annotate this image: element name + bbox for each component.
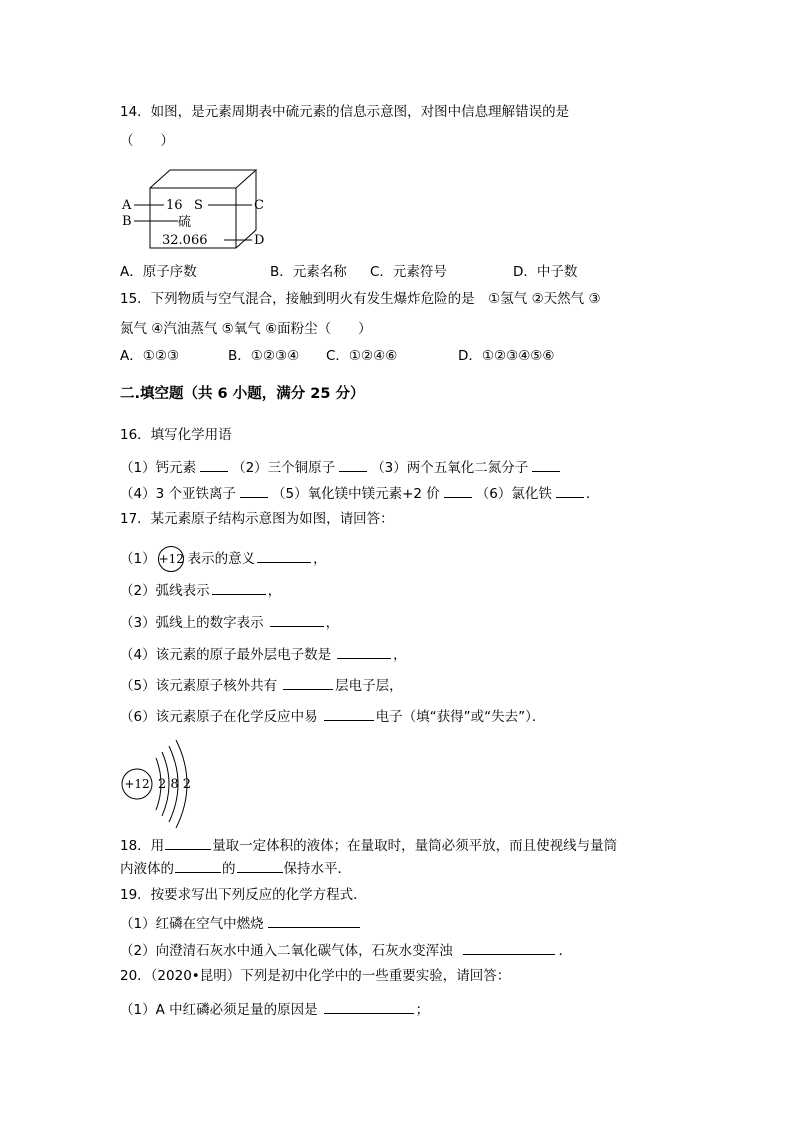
q17-part2-comma: ， xyxy=(267,583,282,599)
q16-blank4[interactable] xyxy=(240,484,268,498)
q20-part1-text: （1）A 中红磷必须足量的原因是 xyxy=(120,1002,318,1018)
q18-text-e: 保持水平． xyxy=(283,861,351,877)
q15-option-d[interactable]: D．①②③④⑤⑥ xyxy=(458,348,555,364)
q17-part2 xyxy=(120,581,281,600)
q17-part4 xyxy=(120,645,407,664)
nucleus-charge: +12 xyxy=(158,552,184,566)
q15-option-c[interactable]: C．①②④⑥ xyxy=(326,348,398,364)
q17-part6 xyxy=(120,707,545,726)
electron-shell-numbers: 2 8 2 xyxy=(158,777,192,792)
q18-text-a: 18．用 xyxy=(120,838,165,854)
atomic-structure-diagram xyxy=(118,736,208,830)
q17-part5 xyxy=(120,676,403,695)
q17-part5-text: （5）该元素原子核外共有 xyxy=(120,678,278,694)
q16-item4: （4）3 个亚铁离子 xyxy=(120,486,236,502)
q20-part1 xyxy=(120,1000,429,1019)
q17-part3-text: （3）弧线上的数字表示 xyxy=(120,615,264,631)
q17-blank3[interactable] xyxy=(270,613,324,627)
diagram-nucleus-charge: +12 xyxy=(124,777,150,791)
q17-part5-suffix: 层电子层， xyxy=(335,678,403,694)
q16-blank6[interactable] xyxy=(556,484,584,498)
q17-part3 xyxy=(120,613,339,632)
q17-blank5[interactable] xyxy=(283,676,333,690)
q17-blank2[interactable] xyxy=(212,581,266,595)
q19-part1 xyxy=(120,914,360,933)
q17-part3-comma: ， xyxy=(325,615,340,631)
q17-part1-comma: ， xyxy=(313,551,327,567)
q19-stem: 19．按要求写出下列反应的化学方程式． xyxy=(120,887,367,903)
q17-blank6[interactable] xyxy=(324,707,374,721)
label-d: D xyxy=(254,233,265,248)
q19-part2 xyxy=(120,941,572,960)
atomic-number: 16 xyxy=(166,198,183,213)
q16-period: ． xyxy=(585,486,600,502)
label-c: C xyxy=(254,198,264,213)
q18-line1 xyxy=(120,836,617,855)
section-title: 二.填空题（共 6 小题，满分 25 分） xyxy=(120,386,365,402)
q14-answer-paren: （ ） xyxy=(120,133,174,149)
q16-item6: （6）氯化铁 xyxy=(475,486,552,502)
q18-blank1[interactable] xyxy=(165,836,211,850)
q15-option-a[interactable]: A．①②③ xyxy=(120,348,180,364)
q15-options xyxy=(120,347,555,365)
q20-semicolon: ； xyxy=(415,1002,430,1018)
q16-stem: 16．填写化学用语 xyxy=(120,427,232,443)
q20-blank1[interactable] xyxy=(324,1000,414,1014)
q18-blank3[interactable] xyxy=(237,859,283,873)
q18-text-b: 量取一定体积的液体；在量取时，量筒必须平放，而且使视线与量筒 xyxy=(212,838,618,854)
q17-part4-text: （4）该元素的原子最外层电子数是 xyxy=(120,647,332,663)
q20-stem: 20．（2020•昆明）下列是初中化学中的一些重要实验，请回答： xyxy=(120,968,511,984)
q17-part6-text: （6）该元素原子在化学反应中易 xyxy=(120,709,318,725)
q14-option-d[interactable]: D．中子数 xyxy=(513,264,578,280)
q17-stem: 17．某元素原子结构示意图为如图，请回答： xyxy=(120,511,394,527)
q14-option-c[interactable]: C．元素符号 xyxy=(370,264,447,280)
q16-item1: （1）钙元素 xyxy=(120,460,197,476)
q15-stem-line1: 15．下列物质与空气混合，接触到明火有发生爆炸危险的是 ①氢气 ②天然气 ③ xyxy=(120,291,601,307)
q16-blank1[interactable] xyxy=(200,458,228,472)
q14-options xyxy=(120,263,577,281)
q17-part1-number: （1） xyxy=(120,551,156,567)
q16-item5: （5）氧化镁中镁元素+2 价 xyxy=(271,486,440,502)
q19-blank1[interactable] xyxy=(268,914,360,928)
q17-blank1[interactable] xyxy=(257,549,311,563)
q16-blank5[interactable] xyxy=(444,484,472,498)
q19-part2-text: （2）向澄清石灰水中通入二氧化碳气体，石灰水变浑浊 xyxy=(120,943,453,959)
q17-part2-text: （2）弧线表示 xyxy=(120,583,210,599)
q14-stem: 14．如图，是元素周期表中硫元素的信息示意图，对图中信息理解错误的是 xyxy=(120,104,570,120)
q17-part1 xyxy=(120,546,327,572)
q16-line1 xyxy=(120,458,564,477)
label-a: A xyxy=(122,198,132,213)
q19-period: ． xyxy=(558,943,573,959)
q16-line2 xyxy=(120,484,599,503)
q17-part6-suffix: 电子（填“获得”或“失去”）． xyxy=(375,709,546,725)
q17-part4-comma: ， xyxy=(393,647,407,663)
q15-stem-line2: 氮气 ④汽油蒸气 ⑤氧气 ⑥面粉尘（ ） xyxy=(120,321,372,337)
element-symbol: S xyxy=(194,198,203,213)
q16-item3: （3）两个五氧化二氮分子 xyxy=(371,460,529,476)
q19-blank2[interactable] xyxy=(463,941,555,955)
q16-blank2[interactable] xyxy=(339,458,367,472)
q18-line2 xyxy=(120,859,351,878)
q16-blank3[interactable] xyxy=(532,458,560,472)
q16-item2: （2）三个铜原子 xyxy=(232,460,336,476)
q18-blank2[interactable] xyxy=(175,859,221,873)
q15-option-b[interactable]: B．①②③④ xyxy=(228,348,300,364)
nucleus-circle-icon xyxy=(158,546,184,572)
q18-text-d: 的 xyxy=(222,861,236,877)
element-name: 硫 xyxy=(178,215,192,230)
sulfur-element-cube-figure xyxy=(116,166,276,252)
q17-blank4[interactable] xyxy=(337,645,391,659)
q18-text-c: 内液体的 xyxy=(120,861,174,877)
q19-part1-text: （1）红磷在空气中燃烧 xyxy=(120,916,264,932)
q17-part1-text: 表示的意义 xyxy=(187,551,256,567)
label-b: B xyxy=(122,214,132,229)
q14-option-b[interactable]: B．元素名称 xyxy=(270,264,347,280)
atomic-mass: 32.066 xyxy=(162,233,208,248)
q14-option-a[interactable]: A．原子序数 xyxy=(120,264,197,280)
